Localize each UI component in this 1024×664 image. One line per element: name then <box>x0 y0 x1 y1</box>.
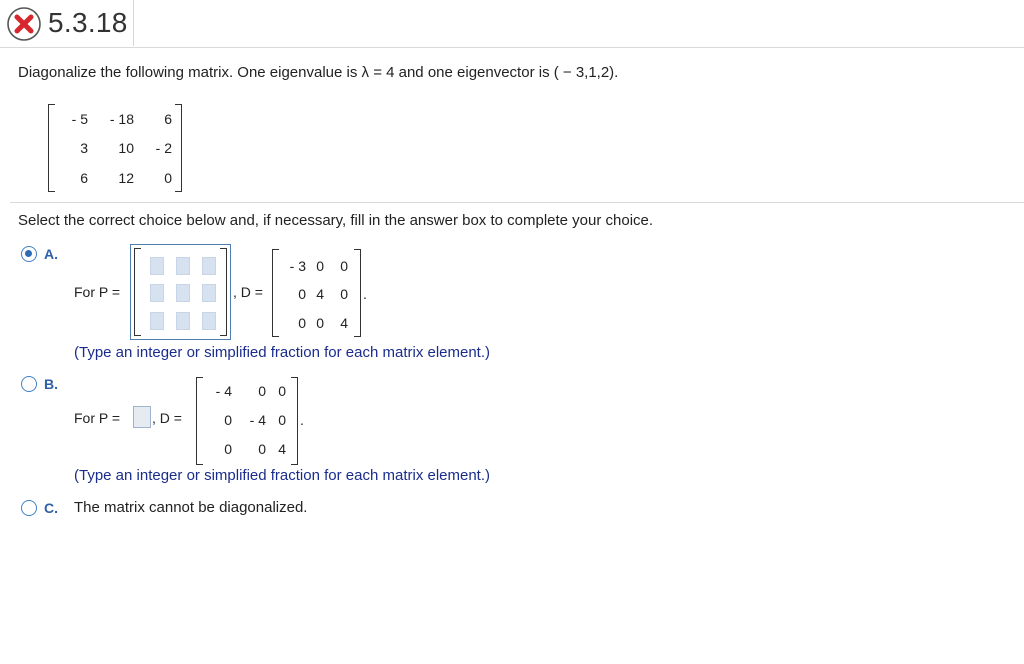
p-label: For P = <box>74 284 121 300</box>
matrix-cell: - 2 <box>155 140 172 156</box>
d-matrix-b <box>196 377 298 465</box>
matrix-cell: 0 <box>258 383 266 399</box>
matrix-cell: - 5 <box>71 111 88 127</box>
p-input-r2c3[interactable] <box>202 284 216 302</box>
question-number: 5.3.18 <box>48 7 128 38</box>
option-b-radio[interactable] <box>21 376 37 392</box>
p-input-r1c2[interactable] <box>176 257 190 275</box>
option-c-radio[interactable] <box>21 500 37 516</box>
matrix-cell: 0 <box>278 383 286 399</box>
matrix-cell: 4 <box>278 441 286 457</box>
period: . <box>300 412 304 428</box>
left-bracket <box>196 377 203 465</box>
matrix-cell: 0 <box>340 258 348 274</box>
right-bracket <box>354 249 361 337</box>
matrix-cell: 0 <box>164 170 172 186</box>
d-matrix-a <box>272 249 361 337</box>
section-divider <box>10 202 1024 203</box>
header-divider <box>0 47 1024 48</box>
p-matrix-answer <box>130 244 231 340</box>
matrix-cell: 0 <box>278 412 286 428</box>
left-bracket <box>272 249 279 337</box>
matrix-cell: - 3 <box>289 258 306 274</box>
d-label: , D = <box>233 284 263 300</box>
matrix-cell: 6 <box>80 170 88 186</box>
left-bracket <box>48 104 55 192</box>
period: . <box>363 286 367 302</box>
given-matrix <box>48 104 182 192</box>
matrix-cell: 0 <box>224 441 232 457</box>
matrix-cell: 4 <box>340 315 348 331</box>
instruction-text: Select the correct choice below and, if necessary, fill in the answer box to complete your choice. <box>18 212 654 229</box>
matrix-cell: 0 <box>316 315 324 331</box>
option-b-hint: (Type an integer or simplified fraction for each matrix element.) <box>74 467 491 484</box>
option-a-letter[interactable]: A. <box>44 246 58 262</box>
p-input-r2c2[interactable] <box>176 284 190 302</box>
right-bracket <box>175 104 182 192</box>
question-text: Diagonalize the following matrix. One eigenvalue is λ = 4 and one eigenvector is ( − 3,1,2). <box>18 64 619 81</box>
p-input-r3c3[interactable] <box>202 312 216 330</box>
matrix-cell: 0 <box>258 441 266 457</box>
matrix-cell: 0 <box>298 315 306 331</box>
matrix-cell: 10 <box>118 140 134 156</box>
left-bracket <box>134 248 141 336</box>
x-icon <box>6 6 42 42</box>
matrix-cell: - 4 <box>249 412 266 428</box>
p-input-r2c1[interactable] <box>150 284 164 302</box>
option-c-text[interactable]: The matrix cannot be diagonalized. <box>74 499 308 516</box>
p-input-r3c1[interactable] <box>150 312 164 330</box>
matrix-cell: 0 <box>298 286 306 302</box>
p-label: For P = <box>74 410 121 426</box>
p-input-r1c3[interactable] <box>202 257 216 275</box>
option-c-letter[interactable]: C. <box>44 500 58 516</box>
matrix-cell: 0 <box>316 258 324 274</box>
matrix-cell: 12 <box>118 170 134 186</box>
matrix-cell: 3 <box>80 140 88 156</box>
p-input-b[interactable] <box>133 406 151 428</box>
matrix-cell: - 18 <box>109 111 134 127</box>
right-bracket <box>291 377 298 465</box>
matrix-cell: 0 <box>340 286 348 302</box>
right-bracket <box>220 248 227 336</box>
matrix-cell: - 4 <box>215 383 232 399</box>
matrix-cell: 6 <box>164 111 172 127</box>
option-a-hint: (Type an integer or simplified fraction for each matrix element.) <box>74 344 491 361</box>
p-input-r1c1[interactable] <box>150 257 164 275</box>
matrix-cell: 4 <box>316 286 324 302</box>
matrix-cell: 0 <box>224 412 232 428</box>
option-a-radio[interactable] <box>21 246 37 262</box>
option-b-letter[interactable]: B. <box>44 376 58 392</box>
question-header <box>0 0 134 46</box>
d-label: , D = <box>152 410 182 426</box>
p-input-r3c2[interactable] <box>176 312 190 330</box>
